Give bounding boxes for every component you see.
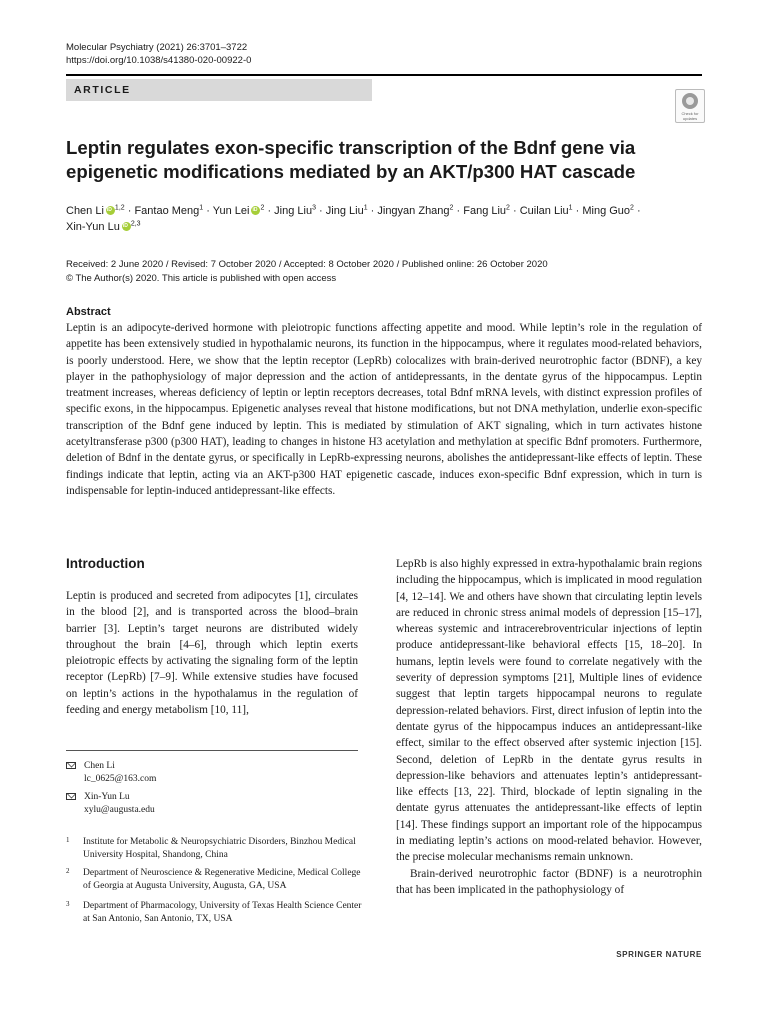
author-affiliation-sup: 2: [506, 204, 510, 212]
affiliation-text: Department of Neuroscience & Regenerative Medicine, Medical College of Georgia at Augusta University, Augusta, GA, USA: [83, 868, 361, 891]
license-line: © The Author(s) 2020. This article is published with open access: [66, 272, 337, 284]
author-name[interactable]: · Jingyan Zhang: [370, 205, 450, 217]
orcid-icon[interactable]: [122, 222, 131, 231]
article-type-label: ARTICLE: [66, 79, 372, 101]
check-updates-label: Check for updates: [681, 111, 699, 121]
author-affiliation-sup: 1,2: [114, 204, 125, 212]
affiliation: [66, 867, 366, 893]
affiliation-number: 2: [66, 867, 70, 875]
intro-right-column: [396, 556, 702, 898]
abstract-heading: Abstract: [66, 306, 111, 318]
author-name[interactable]: · Ming Guo: [575, 205, 631, 217]
footnote-rule: [66, 750, 358, 751]
header-rule: [66, 74, 702, 76]
correspondence-name: Xin-Yun Lu: [84, 792, 130, 802]
correspondence-name: Chen Li: [84, 761, 115, 771]
author-name[interactable]: · Cuilan Liu: [513, 205, 569, 217]
intro-paragraph: LepRb is also highly expressed in extra-hypothalamic brain regions including the hippocampus, which is implicated in mood regulation [4, 12–14]. We and others have shown that circulating leptin levels are reduced in chronic stress animal models of depression [15–17], whereas systemic and intracerebroventricular injections of leptin produce antidepressant-like behavioral effects [15, 18–20]. In humans, leptin levels were found to correlate negatively with the severity of depression symptoms [21], Multiple lines of evidence suggest that leptin targets hippocampal neurons to regulate depression-related behaviors. First, direct infusion of leptin into the dentate gyrus of the hippocampus induces an antidepressant-like effect, similar to the effect observed after systemic injection [15]. Second, deletion of LepRb in the dentate gyrus results in depression-like behaviors and attenuates leptin’s antidepressant-like effects [13, 22]. Third, blockade of leptin signaling in the dentate gyrus attenuates the antidepressant-like effects of leptin [14]. These findings support an important role of the hippocampus in mediating leptin’s actions on mood-related behavior. However, the precise molecular mechanisms remain unknown.: [396, 558, 702, 864]
intro-left-column: Leptin is produced and secreted from adipocytes [1], circulates in the blood [2], and is transported across the blood–brain barrier [3]. Leptin’s target neurons are distributed widely throughout the brain [4–6], through which leptin exerts pleiotropic effects by activating the signaling form of the leptin receptor (LepRb) [7–9]. While extensive studies have focused on leptin’s actions in the hypothalamus in the regulation of feeding and energy metabolism [10, 11],: [66, 590, 358, 717]
author-name[interactable]: · Jing Liu: [319, 205, 364, 217]
affiliation-number: 1: [66, 836, 70, 844]
orcid-icon[interactable]: [106, 206, 115, 215]
envelope-icon: [66, 793, 76, 800]
author-affiliation-sup: 3: [312, 204, 316, 212]
author-affiliation-sup: 1: [568, 204, 573, 212]
correspondence-email[interactable]: xylu@augusta.edu: [84, 805, 155, 815]
author-affiliation-sup: 2: [630, 204, 634, 212]
doi-link[interactable]: https://doi.org/10.1038/s41380-020-00922-0: [66, 55, 252, 66]
orcid-icon[interactable]: [251, 206, 260, 215]
author-name[interactable]: · Fang Liu: [456, 205, 507, 217]
affiliation-text: Department of Pharmacology, University of Texas Health Science Center at San Antonio, San Antonio, TX, USA: [83, 901, 362, 924]
publication-dates: [66, 258, 548, 285]
author-name[interactable]: Chen Li: [66, 205, 104, 217]
envelope-icon: [66, 762, 76, 769]
author-name[interactable]: · Jing Liu: [267, 205, 313, 217]
affiliation-number: 3: [66, 900, 70, 908]
introduction-heading: Introduction: [66, 556, 145, 571]
author-affiliation-sup: 1: [363, 204, 368, 212]
author-affiliation-sup: 1: [199, 204, 204, 212]
affiliation-text: Institute for Metabolic & Neuropsychiatric Disorders, Binzhou Medical University Hospital, Shandong, China: [83, 837, 356, 860]
author-separator: ·: [637, 205, 641, 217]
author-list: [66, 203, 706, 235]
affiliation: [66, 900, 366, 926]
correspondence-entry: [66, 791, 155, 817]
affiliation: [66, 836, 366, 862]
journal-header: [66, 41, 251, 67]
author-affiliation-sup: 2,3: [130, 220, 141, 228]
article-title: Leptin regulates exon-specific transcription of the Bdnf gene via epigenetic modifications mediated by an AKT/p300 HAT cascade: [66, 137, 636, 182]
journal-citation: Molecular Psychiatry (2021) 26:3701–3722: [66, 42, 248, 53]
check-updates-icon: [682, 93, 698, 109]
author-name[interactable]: · Yun Lei: [206, 205, 250, 217]
author-affiliation-sup: 2: [449, 204, 454, 212]
author-name[interactable]: · Fantao Meng: [127, 205, 200, 217]
author-affiliation-sup: 2: [260, 204, 265, 212]
intro-paragraph: Brain-derived neurotrophic factor (BDNF) is a neurotrophin that has been implicated in the pathophysiology of: [396, 867, 702, 896]
check-for-updates-badge[interactable]: [675, 89, 705, 123]
author-name[interactable]: Xin-Yun Lu: [66, 221, 120, 233]
correspondence-email[interactable]: lc_0625@163.com: [84, 774, 157, 784]
correspondence-entry: [66, 760, 156, 786]
abstract-body: Leptin is an adipocyte-derived hormone with pleiotropic functions affecting appetite and mood. While leptin’s role in the regulation of appetite has been extensively studied in hypothalamic neurons, its function in the hippocampus, where it regulates mood-related behaviors, is poorly understood. Here, we show that the leptin receptor (LepRb) colocalizes with brain-derived neurotrophic factor (BDNF), a key player in the pathophysiology of major depression and the action of antidepressants, in the dentate gyrus of the hippocampus. Leptin treatment increases, whereas deficiency of leptin or leptin receptors decreases, total Bdnf mRNA levels, with distinct expression profiles of specific exons, in the hippocampus. Epigenetic analyses reveal that histone modifications, but not DNA methylation, underlie exon-specific transcription of the Bdnf gene induced by leptin. This is mediated by stimulation of AKT signaling, which in turn activates histone acetyltransferase p300 (p300 HAT), leading to changes in histone H3 acetylation and methylation at specific Bdnf promoters. Furthermore, deletion of Bdnf in the dentate gyrus, or specifically in LepRb-expressing neurons, abolishes the antidepressant-like effects of leptin. These findings indicate that leptin, acting via an AKT-p300 HAT epigenetic cascade, induces exon-specific Bdnf expression, which in turn is indispensable for leptin-induced antidepressant-like effects.: [66, 322, 702, 497]
publisher-logo: SPRINGER NATURE: [616, 950, 702, 959]
dates-line: Received: 2 June 2020 / Revised: 7 October 2020 / Accepted: 8 October 2020 / Published online: 26 October 2020: [66, 259, 548, 270]
